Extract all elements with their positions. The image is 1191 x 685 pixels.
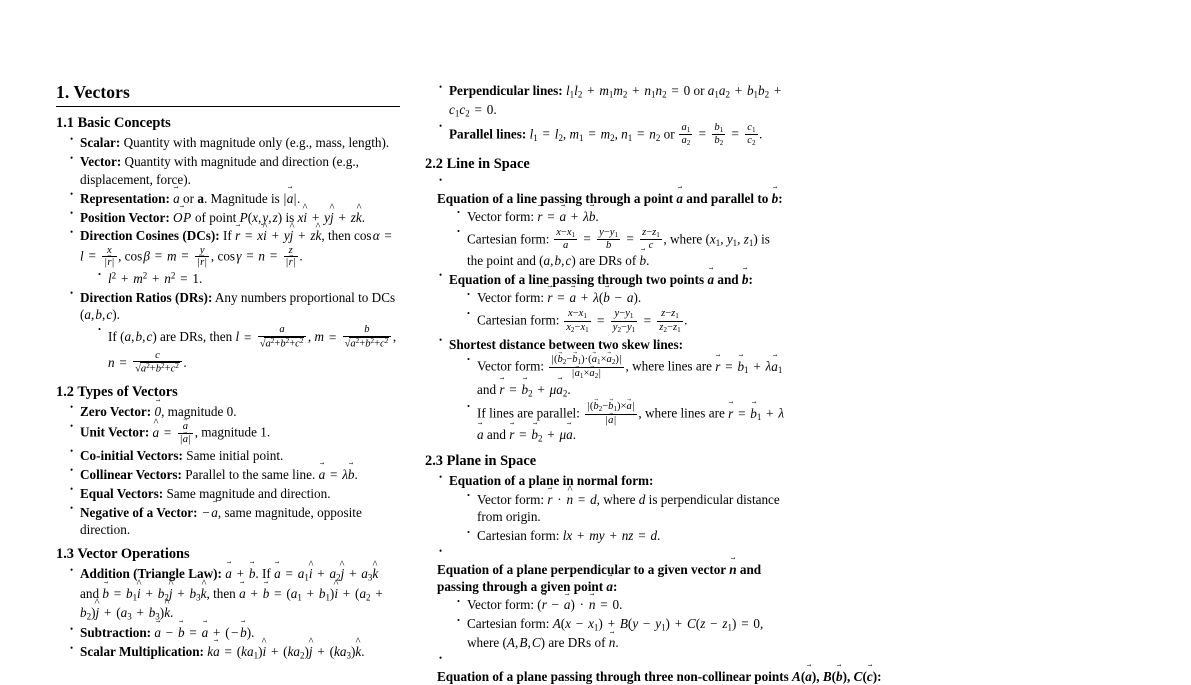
list-item: • Equal Vectors: Same magnitude and direction. <box>70 485 400 502</box>
list-item: • Co-initial Vectors: Same initial point. <box>70 447 400 464</box>
term-label: Collinear Vectors: <box>80 466 182 482</box>
term-label: Negative of a Vector: <box>80 504 198 520</box>
list-item: • Perpendicular lines: $l_1l_2 + m_1m_2 + n_1n_2 = 0$ or $a_1a_2 + b_1b_2 + c_1c_2 = 0$. <box>439 82 785 120</box>
list-item: • Cartesian form: $A(x - x_1) + B(y - y_1) + C(z - z_1) = 0$, where (A, B, C) are DRs of n →. <box>457 615 785 652</box>
term-label: Representation: <box>80 190 170 206</box>
page-title: 1. Vectors <box>56 82 130 102</box>
left-column <box>56 82 400 664</box>
list-item: • Negative of a Vector: − a →, same magnitude, opposite direction. <box>70 504 400 539</box>
term-label: Zero Vector: <box>80 403 152 419</box>
list-item: • Subtraction: a → − b → = a → + ( − b →). <box>70 624 400 641</box>
list-plane-in-space <box>425 472 785 559</box>
term-label: Perpendicular lines: <box>449 83 563 98</box>
list-item <box>439 472 785 544</box>
term-label: Direction Ratios (DRs): <box>80 289 213 305</box>
list-item: • If lines are parallel: $\frac{|(b \to_2-b \to_1)\times a \to|}{|a \to|}$ , where lines are r → = $b \to_1 + \lambda a$ → and r → = $b \to_2 + \mu a$ →. <box>467 401 785 445</box>
section-heading-1-2: 1.2 Types of Vectors <box>56 383 178 400</box>
list-item <box>439 271 785 335</box>
list-item: • Representation: a → or a. Magnitude is |a →|. <box>70 190 400 207</box>
sublist <box>425 596 785 652</box>
list-item: • Zero Vector: 0 →, magnitude 0. <box>70 403 400 420</box>
section-heading-1-1: 1.1 Basic Concepts <box>56 115 171 132</box>
list-item: • If (a, b, c) are DRs, then l = $\frac{a}{√a^2+b^2+c^2}$ , m = $\frac{b}{√a^2+b^2+c^2}$ , n = $\frac{c}{√a^2+b^2+c^2}$ . <box>98 324 400 375</box>
list-item: • Parallel lines: $l_1 = l_2$, $m_1 = m_2$, $n_1 = n_2$ or $\frac{a_1}{a_2}$ = $\frac{b_1}{b_2}$ = $\frac{c_1}{c_2}$ . <box>439 122 785 148</box>
list-item: • Vector form: r → · n ^ = d, where d is perpendicular distance from origin. <box>467 491 785 526</box>
list-item: • Collinear Vectors: Parallel to the same line. a → = λb →. <box>70 466 400 483</box>
term-label: Direction Cosines (DCs): <box>80 228 220 244</box>
list-item: • Addition (Triangle Law): a → + b →. If a → = $a_1i$ ^ + $a_2j$ ^ + $a_3k$ ^ and b → = $b_1i$ ^ + $b_2j$ ^ + $b_3k$ ^, then a → + b → = $(a_1 + b_1)i$ ^ + $(a_2 + b_2)j$ ^ + $(a_3 + b_3)k$ ^. <box>70 565 400 622</box>
list-item: • Vector form: $\frac{|(b \to_2-b \to_1)\cdot(a \to_1\times a \to_2)|}{|a \to_1\times a \to_2|}$ , where lines are r → = $b \to_1 + \lambda a \to_1$ and r → = $b \to_2 + \mu a \to_2$. <box>467 354 785 399</box>
list-plane-three-points <box>425 653 785 666</box>
list-item: • Scalar: Quantity with magnitude only (e.g., mass, length). <box>70 134 400 151</box>
term-label: Position Vector: <box>80 209 170 225</box>
sublist <box>449 289 785 334</box>
section-heading-2-3: 2.3 Plane in Space <box>425 453 537 470</box>
block-heading-plane-perp-vector: Equation of a plane perpendicular to a given vector n → and passing through a given point a →: <box>425 561 785 596</box>
list-line-in-space <box>425 175 785 188</box>
title-divider <box>56 106 400 107</box>
list-item: • Vector: Quantity with magnitude and direction (e.g., displacement, force). <box>70 153 400 188</box>
block-heading-plane-three-points: Equation of a plane passing through three non-collinear points A(a →), B(b →), C(c →): <box>425 668 785 685</box>
list-item: • Direction Cosines (DCs): If r → = xi ^ + yj ^ + zk ^, then cos α = l = $\frac{x}{|r \to|}$ , cos β = m = $\frac{y}{|r \to|}$ , cos γ = n = $\frac{z}{|r \to|}$ . • $l^2 + m^2 + n^2 = 1$. <box>70 227 400 287</box>
section-heading-2-2: 2.2 Line in Space <box>425 156 530 173</box>
block-heading-line-two-points: Equation of a line passing through two points a → and b →: <box>449 272 753 287</box>
block-heading-shortest-distance: Shortest distance between two skew lines: <box>449 336 684 352</box>
list-item: • Scalar Multiplication: ka → = $(ka_1)i$ ^ + $(ka_2)j$ ^ + $(ka_3)k$ ^. <box>70 643 400 662</box>
term-label: Addition (Triangle Law): <box>80 566 222 582</box>
list-item <box>439 653 785 666</box>
sublist <box>449 491 785 545</box>
list-item: • Cartesian form: lx + my + nz = d. <box>467 527 785 544</box>
right-column <box>425 82 882 685</box>
sublist <box>80 270 400 287</box>
term-label: Parallel lines: <box>449 126 527 142</box>
list-item: • Vector form: (r → − a →) · n → = 0. <box>457 596 785 613</box>
term-label: Scalar Multiplication: <box>80 644 204 660</box>
term-label: Scalar: <box>80 135 121 151</box>
sublist <box>80 324 400 375</box>
list-item <box>439 175 785 188</box>
block-heading-plane-normal-form: Equation of a plane in normal form: <box>449 473 654 489</box>
list-item: • Direction Ratios (DRs): Any numbers proportional to DCs (a, b, c). • If (a, b, c) are DRs, then l = $\frac{a}{√a^2+b^2+c^2}$ , m = $\frac{b}{√a^2+b^2+c^2}$ , n = $\frac{c}{√a^2+b^2+c^2}$ . <box>70 289 400 376</box>
list-item: • Vector form: r → = a → + λ(b → − a →). <box>467 289 785 306</box>
list-item: • $l^2 + m^2 + n^2 = 1$. <box>98 270 400 287</box>
term-label: Equal Vectors: <box>80 485 164 501</box>
list-line-relations <box>425 82 785 148</box>
term-label: Unit Vector: <box>80 424 150 440</box>
section-heading-1-3: 1.3 Vector Operations <box>56 546 190 563</box>
sublist <box>449 354 785 445</box>
list-item: • Cartesian form: $\frac{x-x_1}{a}$ = $\frac{y-y_1}{b}$ = $\frac{z-z_1}{c}$ , where ($x_1$, $y_1$, $z_1$) is the point and (a, b, c) are DRs of b →. <box>457 227 785 269</box>
term-label: Vector: <box>80 154 122 170</box>
list-item: • Cartesian form: $\frac{x-x_1}{x_2-x_1}$ = $\frac{y-y_1}{y_2-y_1}$ = $\frac{z-z_1}{z_2-z_1}$ . <box>467 308 785 334</box>
sublist <box>425 208 785 269</box>
list-item: • Position Vector: OP → of point P(x, y, z) is xi ^ + yj ^ + zk ^. <box>70 209 400 226</box>
list-item: • Vector form: r → = a → + λb →. <box>457 208 785 225</box>
block-heading-line-point-parallel: Equation of a line passing through a point a → and parallel to b →: <box>425 190 785 207</box>
term-label: Subtraction: <box>80 625 152 641</box>
term-label: Co-initial Vectors: <box>80 447 183 463</box>
list-line-two-points <box>425 271 785 446</box>
list-item: • Unit Vector: a ^ = $\frac{a \to}{|a \to|}$ , magnitude 1. <box>70 421 400 445</box>
list-vector-operations <box>56 565 400 662</box>
list-basic-concepts <box>56 134 400 375</box>
list-types-of-vectors <box>56 403 400 539</box>
list-item <box>439 336 785 445</box>
